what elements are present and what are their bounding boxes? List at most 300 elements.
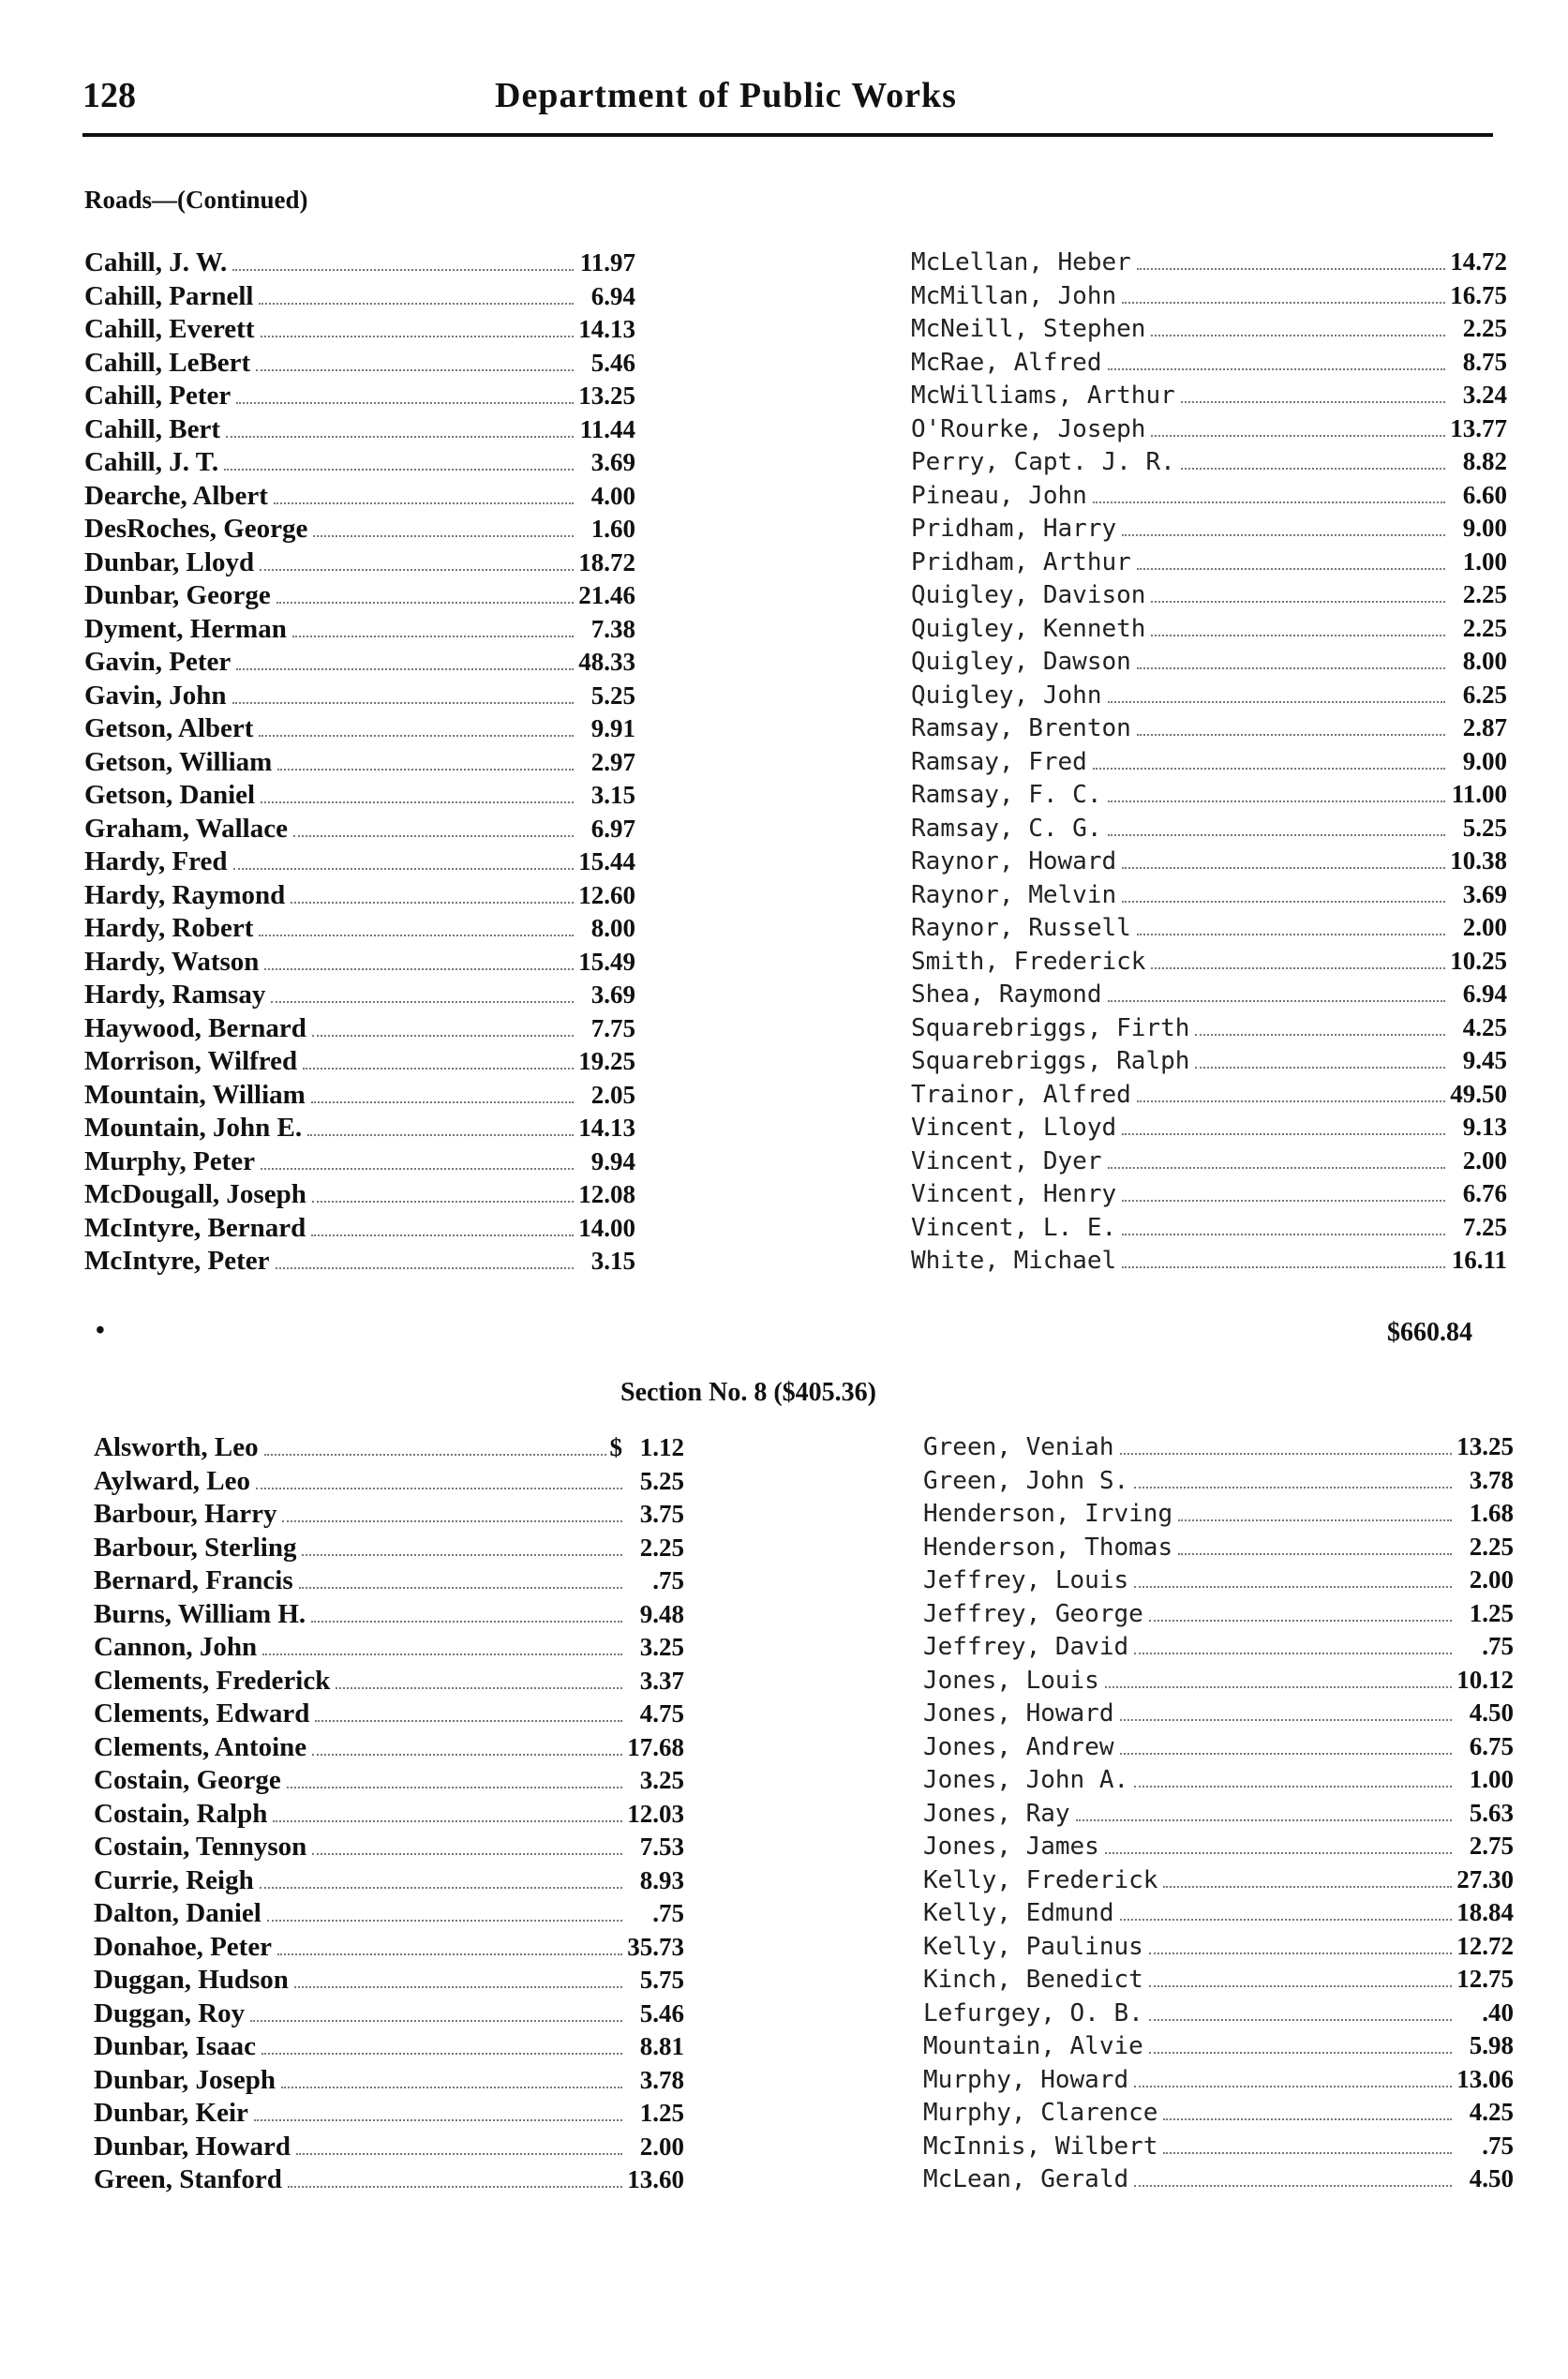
entry-name: Mountain, John E. <box>84 1113 303 1143</box>
list-item <box>911 348 1507 382</box>
page-header <box>82 75 1502 131</box>
entry-name: Cahill, Peter <box>84 381 231 411</box>
dot-leader <box>1122 867 1445 869</box>
entry-amount: 1.60 <box>590 515 635 543</box>
dot-leader <box>1178 1553 1452 1555</box>
page-number: 128 <box>82 76 136 115</box>
list-item <box>911 1080 1507 1114</box>
list-item <box>94 1799 684 1833</box>
dot-leader <box>293 835 574 837</box>
entry-name: Dunbar, Keir <box>94 2098 248 2128</box>
dot-leader <box>236 402 574 404</box>
list-item <box>84 1013 635 1047</box>
dot-leader <box>1149 1985 1452 1987</box>
entry-amount: 9.00 <box>1462 514 1507 542</box>
entry-name: Dunbar, Howard <box>94 2131 291 2162</box>
entry-name: Dunbar, George <box>84 580 271 610</box>
dot-leader <box>1120 1719 1453 1721</box>
list-item <box>923 1732 1514 1766</box>
entry-name: Perry, Capt. J. R. <box>911 448 1175 476</box>
list-item <box>911 1013 1507 1047</box>
entry-name: Kinch, Benedict <box>923 1966 1143 1994</box>
entry-name: Currie, Reigh <box>94 1864 254 1895</box>
entry-amount: 1.00 <box>1462 546 1507 576</box>
dot-leader <box>264 1454 606 1456</box>
entry-amount: 13.25 <box>1456 1432 1514 1460</box>
list-item <box>84 913 635 947</box>
entry-amount: 8.75 <box>1462 347 1507 376</box>
list-item <box>84 514 635 547</box>
entry-amount: .75 <box>1482 2131 1514 2160</box>
dot-leader <box>261 1168 574 1170</box>
entry-name: Hardy, Watson <box>84 946 260 977</box>
dot-leader <box>1181 468 1445 470</box>
entry-amount: 13.06 <box>1456 2064 1514 2093</box>
entry-name: Henderson, Thomas <box>923 1533 1173 1562</box>
dot-leader <box>1149 1953 1452 1954</box>
list-item <box>923 2164 1514 2198</box>
bullet-mark: • <box>96 1316 105 1345</box>
list-item <box>94 1732 684 1766</box>
dot-leader <box>1134 1786 1452 1788</box>
list-item <box>923 1565 1514 1599</box>
entry-name: Green, Veniah <box>923 1433 1114 1461</box>
entry-amount: 9.00 <box>1462 746 1507 775</box>
list-item <box>911 713 1507 747</box>
entry-name: Raynor, Melvin <box>911 880 1117 909</box>
entry-amount: 3.75 <box>639 1500 684 1528</box>
entry-name: Jeffrey, David <box>923 1633 1129 1661</box>
list-item <box>84 846 635 880</box>
list-item <box>84 747 635 781</box>
list-item <box>94 1998 684 2032</box>
list-item <box>84 314 635 348</box>
dot-leader <box>1076 1819 1452 1821</box>
entry-name: Shea, Raymond <box>911 980 1102 1009</box>
entry-amount: 2.00 <box>639 2132 684 2161</box>
header-rule <box>82 133 1493 137</box>
entry-name: McInnis, Wilbert <box>923 2132 1158 2161</box>
list-item <box>84 1213 635 1247</box>
dot-leader <box>315 1720 622 1722</box>
entry-amount: 18.84 <box>1456 1898 1514 1926</box>
list-item <box>911 381 1507 414</box>
list-item <box>911 880 1507 914</box>
entry-name: Pineau, John <box>911 481 1087 510</box>
dot-leader <box>259 735 574 737</box>
list-item <box>84 580 635 614</box>
entry-name: Murphy, Clarence <box>923 2099 1158 2127</box>
list-item <box>911 614 1507 648</box>
dot-leader <box>264 968 574 970</box>
entry-amount: 4.50 <box>1469 1698 1514 1727</box>
entry-name: Clements, Antoine <box>94 1731 307 1762</box>
entry-amount: 13.77 <box>1450 413 1507 442</box>
entry-name: Lefurgey, O. B. <box>923 1998 1143 2027</box>
dot-leader <box>276 1267 574 1269</box>
entry-name: Green, Stanford <box>94 2164 282 2194</box>
list-item <box>911 1113 1507 1146</box>
dot-leader <box>1122 1200 1445 1202</box>
list-item <box>84 681 635 714</box>
dot-leader <box>224 469 574 471</box>
dot-leader <box>1108 834 1446 836</box>
list-item <box>923 1765 1514 1799</box>
dot-leader <box>277 1953 622 1955</box>
entry-name: Green, John S. <box>923 1466 1129 1495</box>
list-item <box>94 2132 684 2165</box>
list-item <box>911 414 1507 448</box>
entry-amount: 14.00 <box>578 1213 635 1242</box>
dot-leader <box>1151 601 1445 603</box>
list-item <box>923 1698 1514 1732</box>
list-item <box>923 2031 1514 2065</box>
entry-amount: 6.25 <box>1462 680 1507 709</box>
list-item <box>911 247 1507 281</box>
entry-amount: 8.81 <box>639 2032 684 2060</box>
dot-leader <box>1108 1000 1446 1002</box>
list-item <box>94 1466 684 1500</box>
entry-amount: 6.60 <box>1462 480 1507 509</box>
list-item <box>84 547 635 581</box>
list-item <box>94 2065 684 2099</box>
entry-name: Ramsay, Fred <box>911 747 1087 776</box>
dot-leader <box>291 902 574 904</box>
entry-name: McIntyre, Peter <box>84 1246 270 1276</box>
dot-leader <box>1151 435 1445 437</box>
entry-amount: 11.97 <box>579 248 635 277</box>
entry-amount: .40 <box>1482 1997 1514 2027</box>
entry-amount: 14.13 <box>578 315 635 343</box>
list-item <box>911 281 1507 315</box>
entry-name: Costain, George <box>94 1765 281 1795</box>
entry-name: Burns, William H. <box>94 1598 306 1629</box>
entry-amount: 5.25 <box>590 681 635 710</box>
entry-amount: 6.76 <box>1462 1179 1507 1207</box>
entry-amount: 8.82 <box>1462 447 1507 475</box>
dot-leader <box>311 1101 574 1103</box>
entry-name: Murphy, Peter <box>84 1145 256 1176</box>
entry-name: Mountain, Alvie <box>923 2032 1143 2060</box>
entry-amount: 13.25 <box>578 382 635 410</box>
dot-leader <box>1137 934 1445 935</box>
dot-leader <box>1149 2052 1452 2054</box>
entry-name: Pridham, Harry <box>911 515 1117 543</box>
entry-name: McNeill, Stephen <box>911 315 1146 343</box>
entry-name: Dunbar, Isaac <box>94 2031 256 2061</box>
list-item <box>84 381 635 414</box>
dot-leader <box>232 269 574 271</box>
list-item <box>84 880 635 914</box>
entry-name: Ramsay, F. C. <box>911 781 1102 809</box>
entry-amount: 2.25 <box>1462 580 1507 608</box>
dot-leader <box>296 2153 622 2155</box>
list-item <box>84 447 635 481</box>
list-item <box>84 348 635 382</box>
list-item <box>94 2031 684 2065</box>
entry-amount: 5.25 <box>1462 813 1507 842</box>
entry-name: Raynor, Russell <box>911 914 1131 942</box>
entry-amount: 6.97 <box>590 814 635 843</box>
roads-right-column <box>911 247 1507 1279</box>
entry-amount: 2.87 <box>1462 713 1507 741</box>
dot-leader <box>273 1820 622 1822</box>
dot-leader <box>274 502 574 504</box>
entry-name: Donahoe, Peter <box>94 1931 273 1962</box>
dot-leader <box>292 636 574 637</box>
dot-leader <box>250 2020 622 2022</box>
entry-amount: 5.63 <box>1469 1798 1514 1827</box>
entry-name: Costain, Ralph <box>94 1798 268 1829</box>
dot-leader <box>303 1068 574 1070</box>
entry-amount: 7.25 <box>1462 1212 1507 1241</box>
dot-leader <box>1122 302 1445 304</box>
dot-leader <box>236 668 574 670</box>
entry-name: Gavin, Peter <box>84 647 231 677</box>
dot-leader <box>1137 734 1445 736</box>
list-item <box>911 580 1507 614</box>
list-item <box>94 1932 684 1966</box>
entry-name: Vincent, Dyer <box>911 1146 1102 1175</box>
dot-leader <box>1108 1167 1446 1169</box>
dot-leader <box>1093 768 1445 770</box>
entry-name: Jeffrey, George <box>923 1599 1143 1628</box>
entry-name: Kelly, Frederick <box>923 1865 1158 1894</box>
dot-leader <box>299 1587 622 1589</box>
entry-name: Cannon, John <box>94 1632 258 1662</box>
list-item <box>84 780 635 814</box>
entry-amount: 2.00 <box>1462 913 1507 941</box>
list-item <box>911 780 1507 814</box>
list-item <box>911 814 1507 847</box>
dot-leader <box>1108 368 1446 370</box>
entry-amount: 5.75 <box>639 1966 684 1994</box>
dot-leader <box>1122 1133 1445 1135</box>
list-item <box>923 1466 1514 1500</box>
list-item <box>923 2132 1514 2165</box>
list-item <box>94 1632 684 1666</box>
entry-amount: 3.25 <box>639 1766 684 1794</box>
entry-amount: 3.78 <box>1469 1465 1514 1494</box>
entry-amount: 16.11 <box>1451 1246 1507 1274</box>
entry-amount: .75 <box>652 1566 684 1594</box>
entry-name: O'Rourke, Joseph <box>911 414 1146 443</box>
entry-amount: 5.46 <box>590 348 635 377</box>
list-item <box>84 414 635 448</box>
list-item <box>94 1832 684 1865</box>
entry-name: Hardy, Robert <box>84 913 254 943</box>
entry-name: Dalton, Daniel <box>94 1898 261 1928</box>
entry-name: McLellan, Heber <box>911 248 1131 277</box>
list-item <box>911 1046 1507 1080</box>
list-item <box>94 1432 684 1466</box>
list-item <box>911 1246 1507 1279</box>
dot-leader <box>1105 1686 1452 1688</box>
entry-name: Cahill, Parnell <box>84 280 254 311</box>
entry-amount: 2.75 <box>1469 1832 1514 1860</box>
entry-name: Jones, Howard <box>923 1699 1114 1728</box>
list-item <box>923 1599 1514 1633</box>
entry-name: McRae, Alfred <box>911 348 1102 377</box>
list-item <box>923 1799 1514 1833</box>
entry-name: McDougall, Joseph <box>84 1179 306 1209</box>
entry-name: Henderson, Irving <box>923 1500 1173 1528</box>
entry-amount: 3.69 <box>590 980 635 1009</box>
entry-name: Mountain, William <box>84 1079 306 1110</box>
dot-leader <box>1093 501 1445 503</box>
entry-amount: 8.93 <box>639 1865 684 1894</box>
entry-amount: 15.49 <box>578 947 635 976</box>
entry-amount: 4.00 <box>590 481 635 510</box>
entry-name: Quigley, John <box>911 681 1102 710</box>
entry-amount: 14.13 <box>578 1114 635 1142</box>
entry-name: Quigley, Davison <box>911 581 1146 609</box>
dot-leader <box>282 1520 622 1522</box>
list-item <box>923 2098 1514 2132</box>
dot-leader <box>313 535 574 537</box>
dot-leader <box>256 1488 622 1489</box>
list-item <box>94 1499 684 1533</box>
dot-leader <box>1163 1886 1452 1888</box>
entry-amount: 1.25 <box>1469 1598 1514 1627</box>
dot-leader <box>1137 1100 1445 1102</box>
list-item <box>923 1499 1514 1533</box>
entry-name: Costain, Tennyson <box>94 1832 307 1862</box>
dot-leader <box>1151 967 1445 969</box>
dot-leader <box>1120 1453 1453 1455</box>
dot-leader <box>311 1234 574 1236</box>
entry-amount: 2.05 <box>590 1080 635 1109</box>
page-title: Department of Public Works <box>495 76 957 115</box>
entry-amount: 9.45 <box>1462 1046 1507 1074</box>
list-item <box>84 713 635 747</box>
entry-amount: 12.03 <box>627 1799 684 1828</box>
dot-leader <box>276 602 574 604</box>
list-item <box>923 1666 1514 1699</box>
entry-name: Jones, James <box>923 1833 1099 1861</box>
list-item <box>923 1898 1514 1932</box>
entry-name: Jones, Louis <box>923 1666 1099 1695</box>
list-item <box>94 2164 684 2198</box>
entry-name: Getson, Daniel <box>84 780 256 810</box>
entry-name: Jones, Ray <box>923 1799 1070 1828</box>
entry-name: White, Michael <box>911 1247 1117 1275</box>
dot-leader <box>232 702 575 704</box>
entry-name: Graham, Wallace <box>84 813 288 844</box>
entry-amount: 10.12 <box>1456 1665 1514 1694</box>
entry-amount: 10.38 <box>1450 846 1507 875</box>
entry-name: Pridham, Arthur <box>911 547 1131 576</box>
dot-leader <box>1163 2118 1452 2120</box>
entry-name: Trainor, Alfred <box>911 1080 1131 1109</box>
entry-amount: 35.73 <box>627 1932 684 1961</box>
dot-leader <box>259 303 574 305</box>
list-item <box>911 980 1507 1013</box>
dot-leader <box>1108 800 1446 802</box>
list-item <box>94 1698 684 1732</box>
dot-leader <box>1137 667 1445 669</box>
list-item <box>94 1898 684 1932</box>
dot-leader <box>1108 701 1446 703</box>
entry-name: McIntyre, Bernard <box>84 1212 306 1243</box>
entry-amount: 9.91 <box>590 714 635 742</box>
entry-name: McMillan, John <box>911 281 1117 310</box>
list-item <box>911 846 1507 880</box>
entry-amount: 2.25 <box>639 1533 684 1562</box>
entry-name: Squarebriggs, Firth <box>911 1013 1190 1042</box>
entry-amount: .75 <box>1482 1632 1514 1660</box>
dot-leader <box>287 1787 622 1788</box>
entry-amount: 6.94 <box>590 281 635 310</box>
entry-amount: 6.75 <box>1469 1731 1514 1760</box>
entry-amount: 15.44 <box>578 847 635 875</box>
list-item <box>911 947 1507 980</box>
entry-name: Vincent, Lloyd <box>911 1114 1117 1142</box>
entry-amount: 27.30 <box>1456 1864 1514 1893</box>
entry-amount: 49.50 <box>1450 1079 1507 1108</box>
entry-amount: 18.72 <box>578 547 635 576</box>
entry-name: McLean, Gerald <box>923 2165 1129 2193</box>
entry-name: Hardy, Fred <box>84 846 228 876</box>
list-item <box>911 547 1507 581</box>
list-item <box>84 247 635 281</box>
dot-leader <box>1122 1266 1445 1268</box>
entry-amount: 12.72 <box>1456 1931 1514 1960</box>
entry-name: Cahill, LeBert <box>84 347 251 378</box>
dot-leader <box>1151 635 1445 636</box>
entry-amount: 9.48 <box>639 1599 684 1628</box>
entry-amount: 48.33 <box>578 648 635 676</box>
dot-leader <box>277 769 574 771</box>
entry-name: Cahill, Everett <box>84 314 255 344</box>
entry-amount: 4.25 <box>1469 2098 1514 2126</box>
entry-name: Hardy, Raymond <box>84 879 286 910</box>
entry-amount: 3.25 <box>639 1633 684 1661</box>
entry-name: Kelly, Paulinus <box>923 1932 1143 1961</box>
entry-name: Quigley, Dawson <box>911 648 1131 676</box>
dot-leader <box>226 436 574 438</box>
list-item <box>911 647 1507 681</box>
entry-amount: 6.94 <box>1462 980 1507 1008</box>
entry-name: Cahill, J. W. <box>84 247 228 277</box>
list-item <box>94 1565 684 1599</box>
dot-leader <box>261 2053 622 2055</box>
entry-amount: 19.25 <box>578 1047 635 1075</box>
entry-name: Getson, Albert <box>84 713 254 743</box>
dot-leader <box>1122 1234 1445 1235</box>
entry-name: Vincent, Henry <box>911 1180 1117 1208</box>
dot-leader <box>260 569 574 571</box>
dot-leader <box>1137 268 1445 270</box>
entry-name: DesRoches, George <box>84 514 308 544</box>
list-item <box>84 614 635 648</box>
entry-name: Ramsay, C. G. <box>911 814 1102 843</box>
dot-leader <box>1137 568 1445 570</box>
entry-amount: 3.15 <box>590 1247 635 1275</box>
dot-leader <box>256 369 574 371</box>
entry-amount: 2.25 <box>1469 1532 1514 1561</box>
entry-name: Duggan, Hudson <box>94 1965 289 1995</box>
list-item <box>911 913 1507 947</box>
dot-leader <box>1105 1852 1452 1854</box>
entry-amount: 9.13 <box>1462 1113 1507 1141</box>
entry-name: Kelly, Edmund <box>923 1899 1114 1927</box>
entry-name: Dunbar, Lloyd <box>84 546 255 577</box>
list-item <box>911 1146 1507 1180</box>
roads-left-column <box>84 247 635 1279</box>
list-item <box>94 2098 684 2132</box>
list-item <box>911 1213 1507 1247</box>
